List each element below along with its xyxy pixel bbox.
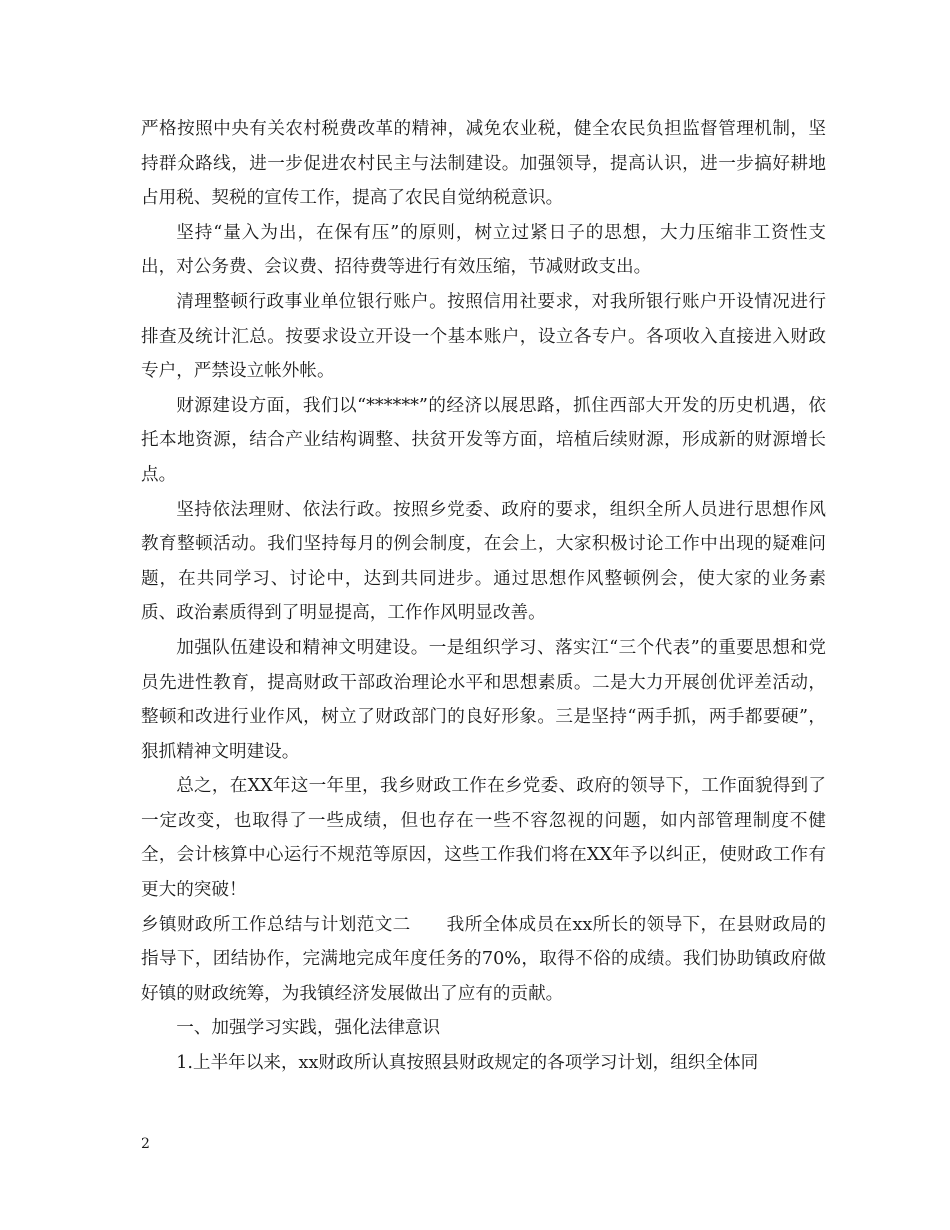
paragraph-rule-of-law: 坚持依法理财、依法行政。按照乡党委、政府的要求，组织全所人员进行思想作风教育整顿活动。我们坚持每月的例会制度，在会上，大家积极讨论工作中出现的疑难问题，在共同学习、讨论中，达到共同进步。通过思想作风整顿例会，使大家的业务素质、政治素质得到了明显提高，工作作风明显改善。 [141, 499, 826, 624]
paragraph-spending: 坚持“量入为出，在保有压”的原则，树立过紧日子的思想，大力压缩非工资性支出，对公务费、会议费、招待费等进行有效压缩，节减财政支出。 [141, 222, 826, 278]
body-text [141, 112, 826, 1081]
paragraph-sample-two: 乡镇财政所工作总结与计划范文二 我所全体成员在xx所长的领导下，在县财政局的指导下，团结协作，完满地完成年度任务的70%，取得不俗的成绩。我们协助镇政府做好镇的财政统筹，为我镇经济发展做出了应有的贡献。 [141, 914, 826, 1004]
list-item: 1.上半年以来，xx财政所认真按照县财政规定的各项学习计划，组织全体同 [176, 1053, 759, 1074]
paragraph-team-building: 加强队伍建设和精神文明建设。一是组织学习、落实江“三个代表”的重要思想和党员先进性教育，提高财政干部政治理论水平和思想素质。二是大力开展创优评差活动，整顿和改进行业作风，树立了财政部门的良好形象。三是坚持“两手抓，两手都要硬”，狠抓精神文明建设。 [141, 637, 826, 762]
page-number: 2 [141, 1136, 150, 1152]
paragraph-summary: 总之，在XX年这一年里，我乡财政工作在乡党委、政府的领导下，工作面貌得到了一定改变，也取得了一些成绩，但也存在一些不容忽视的问题，如内部管理制度不健全，会计核算中心运行不规范等原因，这些工作我们将在XX年予以纠正，使财政工作有更大的突破！ [141, 776, 826, 901]
paragraph-continued: 严格按照中央有关农村税费改革的精神，减免农业税，健全农民负担监督管理机制，坚持群众路线，进一步促进农村民主与法制建设。加强领导，提高认识，进一步搞好耕地占用税、契税的宣传工作，提高了农民自觉纳税意识。 [141, 119, 826, 209]
paragraph-bank-accounts: 清理整顿行政事业单位银行账户。按照信用社要求，对我所银行账户开设情况进行排查及统计汇总。按要求设立开设一个基本账户，设立各专户。各项收入直接进入财政专户，严禁设立帐外帐。 [141, 291, 826, 382]
section-heading: 一、加强学习实践，强化法律意识 [176, 1018, 441, 1039]
paragraph-revenue-building: 财源建设方面，我们以“******”的经济以展思路，抓住西部大开发的历史机遇，依托本地资源，结合产业结构调整、扶贫开发等方面，培植后续财源，形成新的财源增长点。 [141, 395, 826, 485]
